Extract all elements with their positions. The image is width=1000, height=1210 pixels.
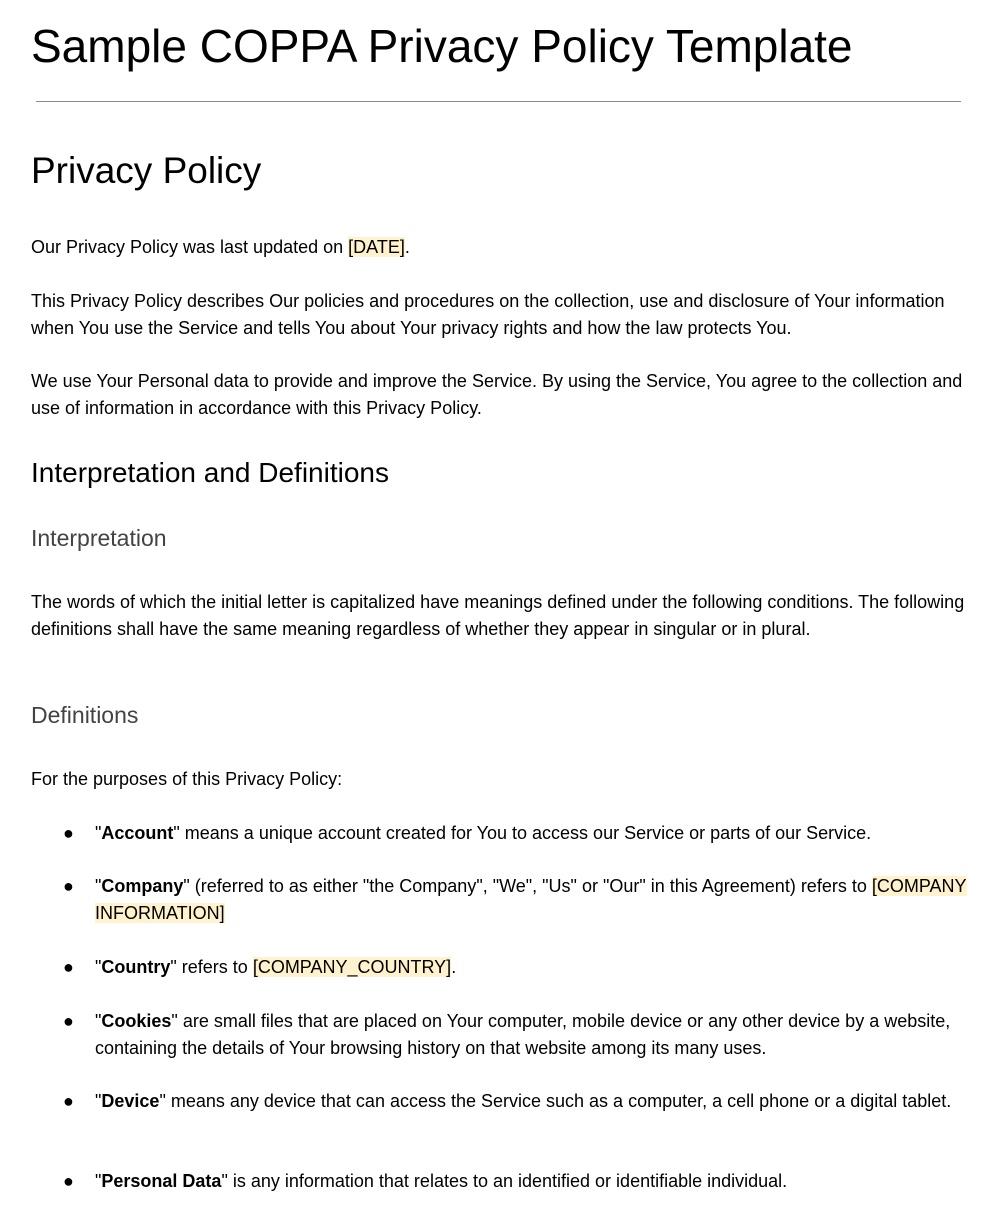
definition-open-quote: ": [95, 1091, 102, 1111]
bullet-icon: ●: [63, 876, 74, 896]
definition-term: Country: [101, 957, 171, 977]
definition-text: means any device that can access the Service such as a computer, a cell phone or a digital tablet.: [165, 1091, 952, 1111]
definition-item-cookies: [63, 1008, 975, 1062]
document-title: Sample COPPA Privacy Policy Template: [31, 20, 853, 72]
privacy-policy-heading: Privacy Policy: [31, 150, 262, 191]
definition-item-device: [63, 1088, 975, 1115]
last-updated-suffix: .: [404, 237, 410, 257]
bullet-icon: ●: [63, 1091, 74, 1111]
definition-open-quote: ": [95, 1171, 102, 1191]
interpretation-definitions-heading: Interpretation and Definitions: [31, 457, 389, 488]
definitions-heading: Definitions: [31, 702, 139, 728]
definition-open-quote: ": [95, 876, 102, 896]
company-information-placeholder: [COMPANY INFORMATION]: [95, 876, 967, 923]
definition-open-quote: ": [95, 1011, 102, 1031]
definition-text: refers to: [176, 957, 253, 977]
definition-item-country: [63, 954, 975, 981]
company-country-placeholder: [COMPANY_COUNTRY]: [252, 957, 452, 977]
definition-close-quote: ": [171, 1011, 178, 1031]
title-divider: [36, 101, 961, 102]
definition-close-quote: ": [183, 876, 190, 896]
definition-text: is any information that relates to an identified or identifiable individual.: [227, 1171, 788, 1191]
last-updated-prefix: Our Privacy Policy was last updated on: [31, 237, 349, 257]
definition-term: Company: [101, 876, 184, 896]
definition-term: Personal Data: [101, 1171, 222, 1191]
definition-close-quote: ": [173, 823, 180, 843]
definition-item-company: [63, 873, 975, 927]
last-updated-paragraph: [31, 234, 976, 261]
bullet-icon: ●: [63, 1011, 74, 1031]
bullet-icon: ●: [63, 823, 74, 843]
definition-close-quote: ": [159, 1091, 166, 1111]
interpretation-text: The words of which the initial letter is capitalized have meanings defined under the following conditions. The following definitions shall have the same meaning regardless of whether they appear in singular or in plural.: [31, 592, 965, 639]
bullet-icon: ●: [63, 957, 74, 977]
definition-close-quote: ": [221, 1171, 228, 1191]
definition-term: Device: [101, 1091, 160, 1111]
bullet-icon: ●: [63, 1171, 74, 1191]
definition-term: Account: [101, 823, 174, 843]
definition-text: (referred to as either "the Company", "We", "Us" or "Our" in this Agreement) refers to: [189, 876, 872, 896]
intro-paragraph-2: We use Your Personal data to provide and improve the Service. By using the Service, You agree to the collection and use of information in accordance with this Privacy Policy.: [31, 371, 963, 418]
definition-term: Cookies: [101, 1011, 172, 1031]
definition-text: means a unique account created for You to access our Service or parts of our Service.: [179, 823, 872, 843]
definition-open-quote: ": [95, 823, 102, 843]
definition-item-account: [63, 820, 975, 847]
date-placeholder: [DATE]: [348, 237, 405, 257]
definition-item-personal-data: [63, 1168, 975, 1195]
definition-text: are small files that are placed on Your computer, mobile device or any other device by a website, containing the details of Your browsing history on that website among its many uses.: [95, 1011, 951, 1058]
definitions-intro: For the purposes of this Privacy Policy:: [31, 769, 343, 789]
interpretation-heading: Interpretation: [31, 525, 167, 551]
definition-end-punctuation: .: [451, 957, 457, 977]
definition-open-quote: ": [95, 957, 102, 977]
definition-close-quote: ": [170, 957, 177, 977]
intro-paragraph-1: This Privacy Policy describes Our policies and procedures on the collection, use and disclosure of Your information when You use the Service and tells You about Your privacy rights and how the law protects You.: [31, 291, 945, 338]
